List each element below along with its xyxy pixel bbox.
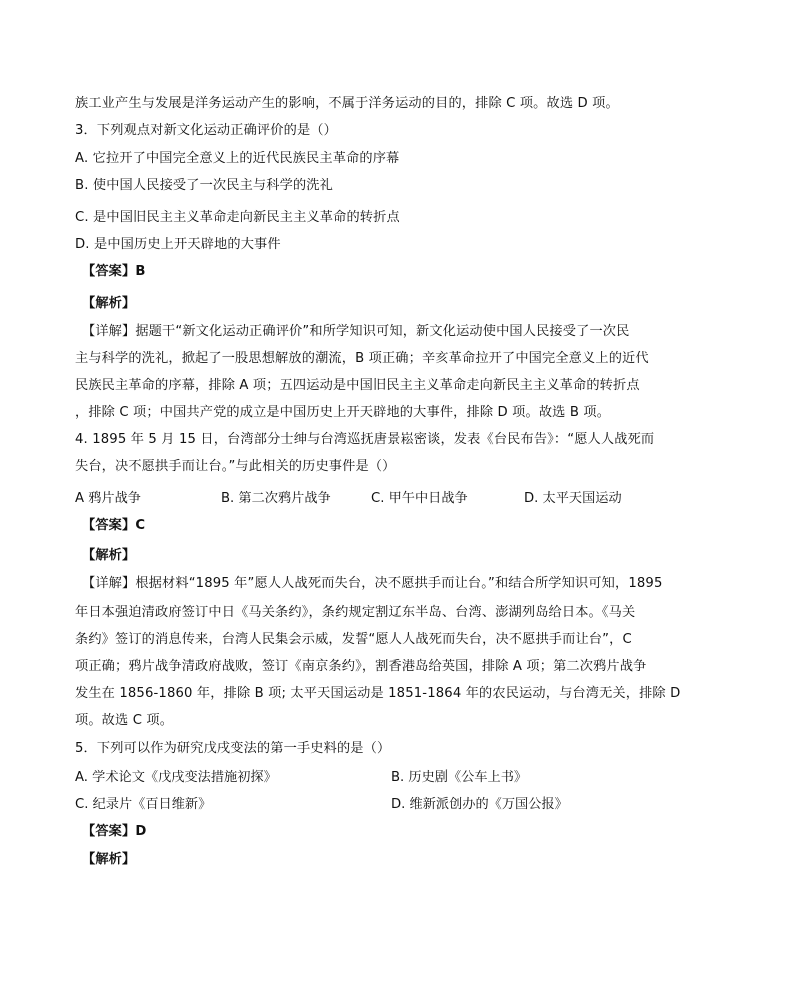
question-5-stem: 5．下列可以作为研究戊戌变法的第一手史料的是（）: [75, 741, 391, 756]
question-3-analysis-label: 【解析】: [82, 296, 136, 311]
question-3-stem: 3．下列观点对新文化运动正确评价的是（）: [75, 123, 337, 138]
question-5-option-a: A. 学术论文《戊戌变法措施初探》: [75, 770, 277, 785]
question-5-option-b: B. 历史剧《公车上书》: [391, 770, 528, 785]
question-4-detail-line: 项正确；鸦片战争清政府战败，签订《南京条约》，割香港岛给英国，排除 A 项；第二次鸦片战争: [75, 659, 647, 674]
question-4-option-a: A 鸦片战争: [75, 491, 141, 506]
question-3-detail-line: 民族民主革命的序幕，排除 A 项；五四运动是中国旧民主主义革命走向新民主主义革命的转折点: [75, 378, 640, 393]
question-4-detail-line: 【详解】根据材料“1895 年”愿人人战死而失台，决不愿拱手而让台。”和结合所学知识可知，1895: [82, 576, 663, 591]
text-line: 族工业产生与发展是洋务运动产生的影响，不属于洋务运动的目的，排除 C 项。故选 D 项。: [75, 96, 619, 111]
question-3-detail-line: 主与科学的洗礼，掀起了一股思想解放的潮流，B 项正确；辛亥革命拉开了中国完全意义上的近代: [75, 351, 649, 366]
question-3-option-d: D. 是中国历史上开天辟地的大事件: [75, 237, 281, 252]
question-3-option-c: C. 是中国旧民主主义革命走向新民主主义革命的转折点: [75, 210, 400, 225]
question-4-option-b: B. 第二次鸦片战争: [221, 491, 331, 506]
question-4-analysis-label: 【解析】: [82, 548, 136, 563]
question-4-detail-line: 条约》签订的消息传来，台湾人民集会示威，发誓“愿人人战死而失台，决不愿拱手而让台”，C: [75, 632, 632, 647]
question-4-option-d: D. 太平天国运动: [524, 491, 622, 506]
question-4-answer: 【答案】C: [82, 518, 146, 533]
question-4-stem-line: 4. 1895 年 5 月 15 日，台湾部分士绅与台湾巡抚唐景崧密谈，发表《台民布告》：“愿人人战死而: [75, 432, 655, 447]
question-4-detail-line: 项。故选 C 项。: [75, 713, 174, 728]
question-5-answer: 【答案】D: [82, 824, 147, 839]
question-4-detail-line: 发生在 1856-1860 年，排除 B 项; 太平天国运动是 1851-1864 年的农民运动，与台湾无关，排除 D: [75, 686, 681, 701]
question-4-option-c: C. 甲午中日战争: [371, 491, 468, 506]
question-5-option-d: D. 维新派创办的《万国公报》: [391, 797, 568, 812]
question-3-answer: 【答案】B: [82, 264, 146, 279]
question-3-option-b: B. 使中国人民接受了一次民主与科学的洗礼: [75, 178, 333, 193]
question-4-detail-line: 年日本强迫清政府签订中日《马关条约》，条约规定割辽东半岛、台湾、澎湖列岛给日本。《马关: [75, 605, 636, 620]
question-3-detail-line: 【详解】据题干“新文化运动正确评价”和所学知识可知，新文化运动使中国人民接受了一次民: [82, 324, 630, 339]
question-4-stem-line: 失台，决不愿拱手而让台。”与此相关的历史事件是（）: [75, 459, 396, 474]
question-3-option-a: A. 它拉开了中国完全意义上的近代民族民主革命的序幕: [75, 151, 400, 166]
question-5-analysis-label: 【解析】: [82, 852, 136, 867]
question-3-detail-line: ，排除 C 项；中国共产党的成立是中国历史上开天辟地的大事件，排除 D 项。故选 B 项。: [75, 405, 611, 420]
question-5-option-c: C. 纪录片《百日维新》: [75, 797, 212, 812]
